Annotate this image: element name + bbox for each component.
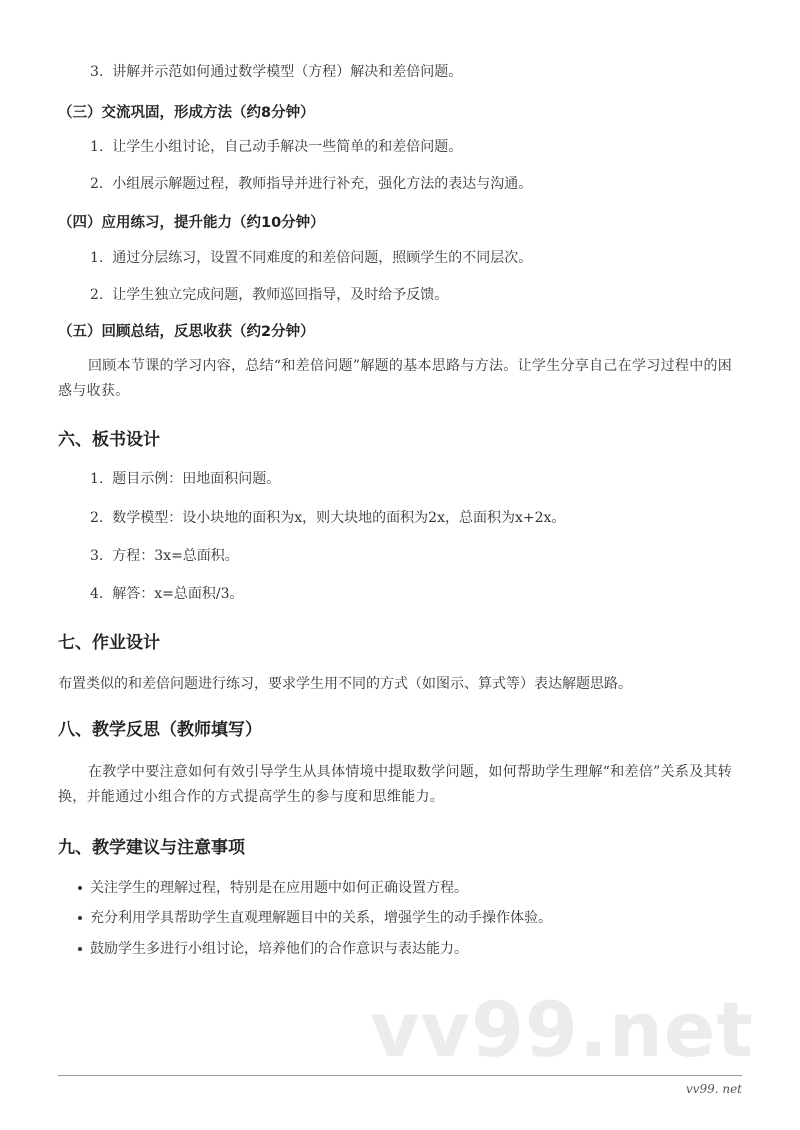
watermark: vv99.net bbox=[370, 985, 754, 1074]
bullet-text: 关注学生的理解过程，特别是在应用题中如何正确设置方程。 bbox=[90, 880, 468, 896]
list-item bbox=[90, 175, 532, 193]
item-text: 通过分层练习，设置不同难度的和差倍问题，照顾学生的不同层次。 bbox=[112, 250, 533, 266]
step5-heading: （五）回顾总结，反思收获（约2分钟） bbox=[58, 324, 315, 340]
item-number: 3. bbox=[90, 64, 104, 80]
footer-divider bbox=[58, 1075, 742, 1076]
item-number: 1. bbox=[90, 471, 104, 487]
section8-paragraph: 在教学中要注意如何有效引导学生从具体情境中提取数学问题，如何帮助学生理解“和差倍”关系及其转换，并能通过小组合作的方式提高学生的参与度和思维能力。 bbox=[58, 764, 733, 805]
section8-heading: 八、教学反思（教师填写） bbox=[58, 720, 262, 740]
section7-heading: 七、作业设计 bbox=[58, 633, 160, 653]
bullet-item bbox=[78, 879, 468, 897]
list-item bbox=[90, 138, 462, 156]
section7-paragraph: 布置类似的和差倍问题进行练习，要求学生用不同的方式（如图示、算式等）表达解题思路。 bbox=[58, 676, 632, 692]
item-text: 让学生小组讨论，自己动手解决一些简单的和差倍问题。 bbox=[112, 139, 463, 155]
item-number: 2. bbox=[90, 176, 104, 192]
item-text: 讲解并示范如何通过数学模型（方程）解决和差倍问题。 bbox=[112, 64, 463, 80]
bullet-icon bbox=[78, 886, 82, 890]
bullet-text: 鼓励学生多进行小组讨论，培养他们的合作意识与表达能力。 bbox=[90, 941, 468, 957]
bullet-icon bbox=[78, 916, 82, 920]
step4-heading: （四）应用练习，提升能力（约10分钟） bbox=[58, 215, 325, 231]
item-number: 2. bbox=[90, 287, 104, 303]
item-text: 方程：3x=总面积。 bbox=[112, 548, 239, 564]
item-text: 数学模型：设小块地的面积为x，则大块地的面积为2x，总面积为x+2x。 bbox=[112, 510, 566, 526]
step5-paragraph: 回顾本节课的学习内容，总结“和差倍问题”解题的基本思路与方法。让学生分享自己在学习过程中的困惑与收获。 bbox=[58, 358, 733, 399]
item-text: 让学生独立完成问题，教师巡回指导，及时给予反馈。 bbox=[112, 287, 449, 303]
item-number: 1. bbox=[90, 139, 104, 155]
section9-heading: 九、教学建议与注意事项 bbox=[58, 838, 245, 858]
footer-site: vv99. net bbox=[685, 1082, 742, 1096]
bullet-icon bbox=[78, 947, 82, 951]
item-text: 题目示例：田地面积问题。 bbox=[112, 471, 281, 487]
item-number: 1. bbox=[90, 250, 104, 266]
section6-heading: 六、板书设计 bbox=[58, 430, 160, 450]
bullet-item bbox=[78, 909, 552, 927]
list-item bbox=[90, 470, 280, 488]
bullet-text: 充分利用学具帮助学生直观理解题目中的关系，增强学生的动手操作体验。 bbox=[90, 910, 552, 926]
item-number: 4. bbox=[90, 586, 104, 602]
item-number: 2. bbox=[90, 510, 104, 526]
item-number: 3. bbox=[90, 548, 104, 564]
list-item bbox=[90, 63, 462, 81]
step3-heading: （三）交流巩固，形成方法（约8分钟） bbox=[58, 105, 315, 121]
list-item bbox=[90, 509, 565, 527]
bullet-item bbox=[78, 940, 468, 958]
item-text: 小组展示解题过程，教师指导并进行补充，强化方法的表达与沟通。 bbox=[112, 176, 533, 192]
list-item bbox=[90, 286, 448, 304]
item-text: 解答：x=总面积/3。 bbox=[112, 586, 244, 602]
list-item bbox=[90, 585, 244, 603]
list-item bbox=[90, 547, 239, 565]
list-item bbox=[90, 249, 532, 267]
